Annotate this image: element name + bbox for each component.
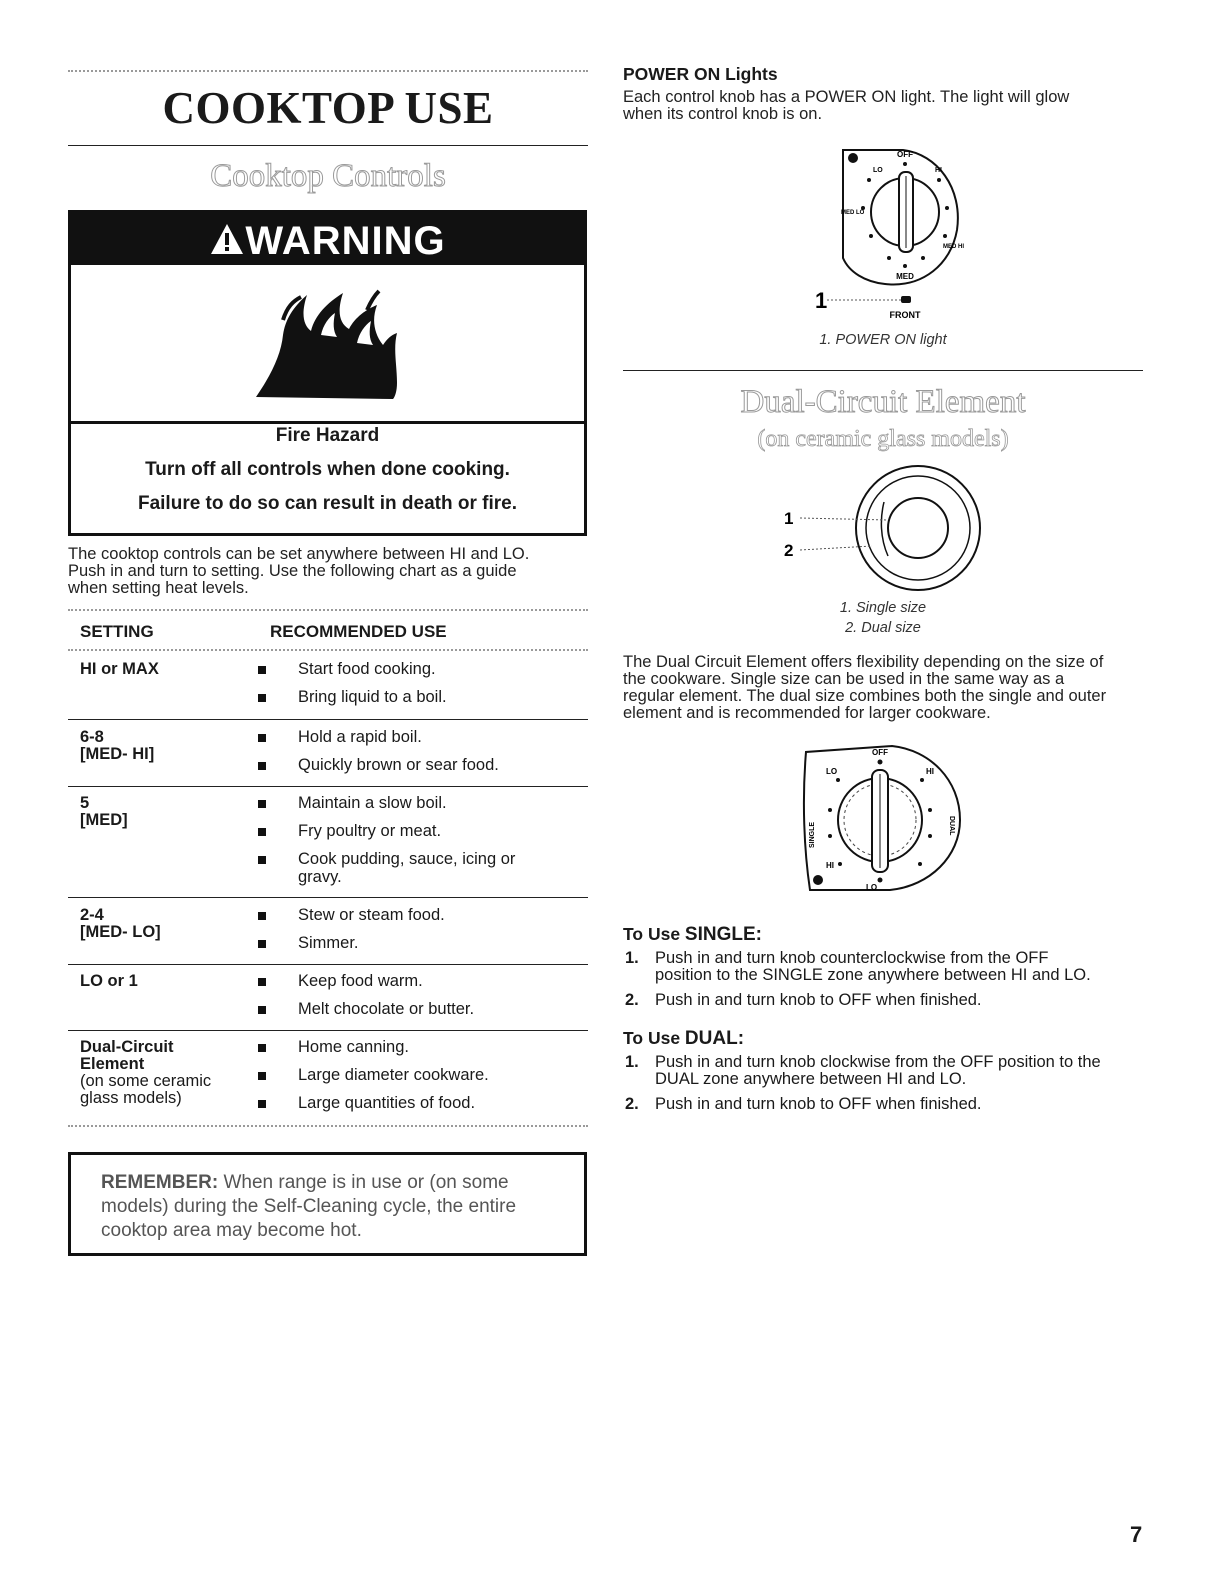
section-rule: [623, 370, 1143, 371]
intro-paragraph: [68, 546, 588, 597]
setting-label: 5 [MED]: [80, 794, 128, 829]
dual-paragraph: The Dual Circuit Element offers flexibility depending on the size of the cookware. Single size can be used in the same way as a regular element. The dual size combines both the single and outer element and is recommended for larger cookware.: [623, 653, 1107, 722]
table-bottom-divider: [68, 1125, 588, 1127]
power-on-light-icon: [848, 153, 858, 163]
knob-lo-label: LO: [873, 167, 883, 174]
header-recommended-use: RECOMMENDED USE: [270, 622, 447, 641]
warning-line-2: Failure to do so can result in death or fire.: [137, 493, 517, 514]
fire-pictogram: [71, 265, 584, 424]
warning-label: WARNING: [245, 219, 446, 263]
row-divider: [68, 964, 588, 965]
row-divider: [68, 719, 588, 720]
list-item: 2. Push in and turn knob to OFF when finished.: [625, 991, 982, 1009]
knob-med-hi-label: MED HI: [943, 244, 964, 250]
knob-lo-label: LO: [866, 883, 878, 892]
warning-box: [68, 210, 587, 536]
dual-element-diagram: [780, 462, 1000, 602]
dual-caption-1: 1. Single size: [839, 600, 927, 616]
row-divider: [68, 897, 588, 898]
dual-circuit-title: Dual-Circuit Element: [740, 384, 1026, 420]
section-title: COOKTOP USE: [162, 83, 494, 133]
callout-2: 2: [784, 541, 794, 560]
table-row: HI or MAX Start food cooking. Bring liquid to a boil.: [80, 660, 447, 706]
table-row: 5 [MED] Maintain a slow boil. Fry poultry or meat. Cook pudding, sauce, icing or gravy.: [80, 794, 516, 886]
table-top-divider: [68, 609, 588, 611]
warning-banner: [71, 213, 584, 265]
setting-label: 6-8 [MED- HI]: [80, 728, 155, 763]
knob-lo-label-top: LO: [826, 767, 838, 776]
setting-label: LO or 1: [80, 972, 138, 990]
page-number: 7: [1130, 1522, 1143, 1547]
knob-dual-label: DUAL: [948, 816, 955, 836]
callout-number: 1: [815, 288, 828, 313]
knob-hi-label: HI: [926, 767, 934, 776]
dual-caption-2: 2. Dual size: [845, 620, 921, 636]
table-row: Dual-Circuit Element (on some ceramic glass models) Home canning. Large diameter cookware. Large quantities of food.: [80, 1038, 489, 1112]
top-divider: [68, 70, 588, 72]
knob-med-lo-label: MED LO: [841, 210, 865, 216]
knob-off-label: OFF: [872, 748, 888, 757]
intro-line-3: when setting heat levels.: [68, 579, 249, 597]
use-dual-heading: To Use DUAL:: [623, 1028, 745, 1049]
table-row: 2-4 [MED- LO] Stew or steam food. Simmer.: [80, 906, 445, 952]
subsection-title: Cooktop Controls: [210, 158, 446, 194]
setting-label: Dual-Circuit Element (on some ceramic glass models): [80, 1038, 212, 1107]
knob-hi-label: HI: [935, 167, 942, 174]
callout-1: 1: [784, 509, 794, 528]
knob-single-label: SINGLE: [809, 821, 816, 848]
remember-box: [68, 1152, 587, 1256]
power-on-caption: 1. POWER ON light: [819, 332, 947, 348]
setting-label: HI or MAX: [80, 660, 159, 678]
fire-icon: [71, 265, 584, 418]
list-item: 1. Push in and turn knob clockwise from the OFF position to the DUAL zone anywhere between HI and LO.: [625, 1053, 1101, 1088]
warning-text: [71, 425, 584, 515]
remember-lead: REMEMBER:: [101, 1172, 219, 1193]
title-rule: [68, 145, 588, 146]
power-on-light-icon: [813, 875, 823, 885]
power-on-heading: POWER ON Lights: [623, 64, 778, 84]
knob-hi-label-bottom: HI: [826, 861, 834, 870]
remember-line-3: cooktop area may become hot.: [101, 1220, 362, 1241]
remember-line-2: models) during the Self-Cleaning cycle, the entire: [101, 1196, 517, 1217]
remember-line-1: When range is in use or (on some: [218, 1172, 509, 1193]
knob-med-label: MED: [896, 272, 914, 281]
warning-line-1: Turn off all controls when done cooking.: [145, 459, 510, 480]
row-divider: [68, 1030, 588, 1031]
table-row: 6-8 [MED- HI] Hold a rapid boil. Quickly brown or sear food.: [80, 728, 499, 774]
header-divider: [68, 649, 588, 651]
dual-circuit-subtitle: (on ceramic glass models): [757, 426, 1009, 452]
table-row: LO or 1 Keep food warm. Melt chocolate or butter.: [80, 972, 475, 1018]
header-setting: SETTING: [80, 622, 154, 641]
list-item: 2. Push in and turn knob to OFF when finished.: [625, 1095, 982, 1113]
list-item: 1. Push in and turn knob counterclockwise from the OFF position to the SINGLE zone anywhere between HI and LO.: [625, 949, 1091, 984]
intro-line-2: Push in and turn to setting. Use the following chart as a guide: [68, 562, 517, 580]
knob-front-label: FRONT: [889, 310, 921, 320]
row-divider: [68, 786, 588, 787]
knob-off-label: OFF: [897, 150, 913, 159]
intro-line-1: The cooktop controls can be set anywhere between HI and LO.: [68, 545, 530, 563]
power-on-knob-diagram: [805, 140, 975, 330]
power-on-paragraph: Each control knob has a POWER ON light. The light will glow when its control knob is on.: [623, 88, 1070, 123]
use-single-heading: To Use SINGLE:: [623, 924, 762, 945]
dual-knob-diagram: [800, 740, 965, 900]
setting-label: 2-4 [MED- LO]: [80, 906, 161, 941]
warning-triangle-icon: [209, 222, 245, 256]
warning-hazard: Fire Hazard: [275, 425, 380, 446]
